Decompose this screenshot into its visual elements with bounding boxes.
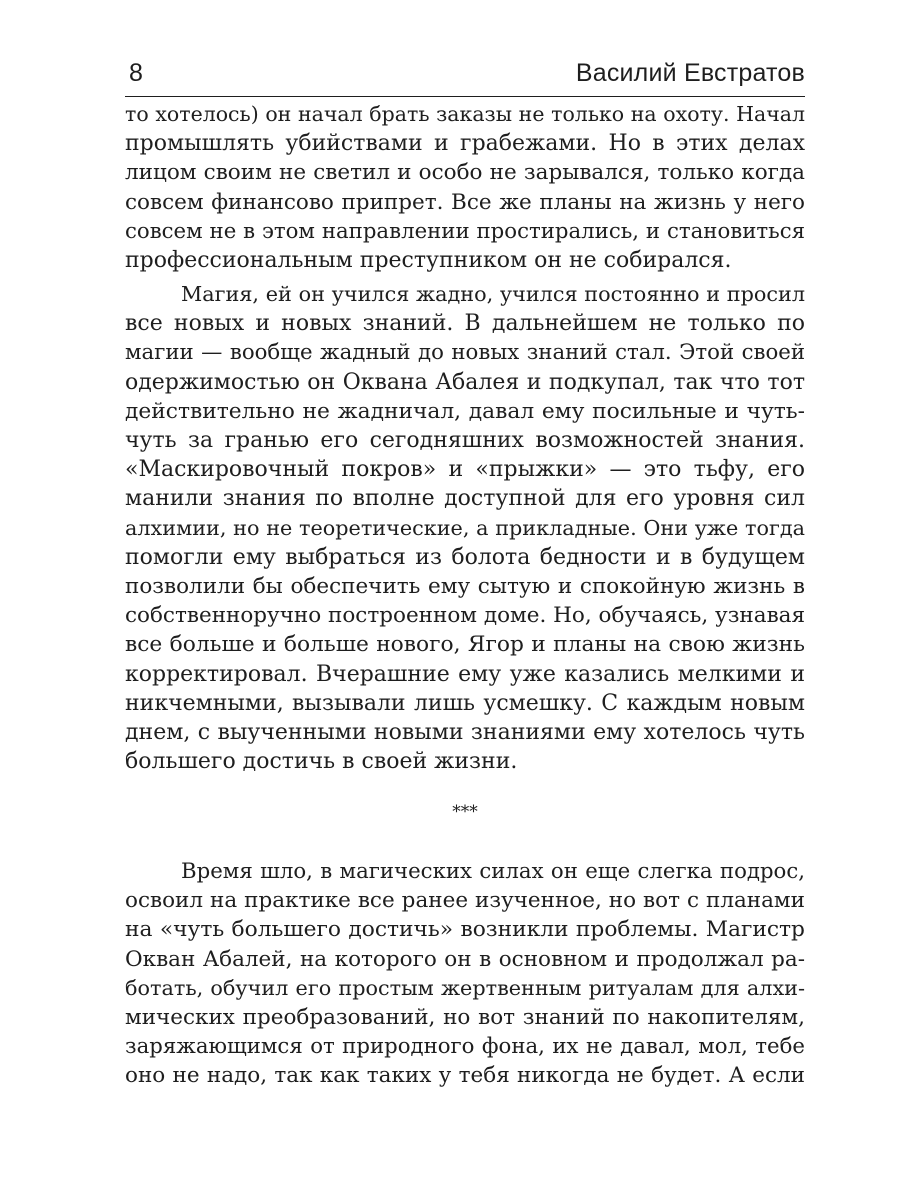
text-line: большего достичь в своей жизни. — [125, 749, 518, 775]
text-line: позволили бы обеспечить ему сытую и спокойную жизнь в — [125, 574, 805, 600]
text-line: оно не надо, так как таких у тебя никогда не будет. А если — [125, 1063, 805, 1089]
text-line: промышлять убийствами и грабежами. Но в этих делах — [125, 131, 805, 157]
text-line: алхимии, но не теоретические, а прикладные. Они уже тогда — [125, 515, 805, 540]
text-line: заряжающимся от природного фона, их не давал, мол, тебе — [125, 1034, 805, 1060]
running-head — [125, 56, 805, 97]
text-line: одержимостью он Оквана Абалея и подкупал, так что тот — [125, 369, 805, 395]
paragraph-2 — [125, 280, 805, 776]
text-line: совсем не в этом направлении простирались, и становиться — [125, 218, 805, 244]
text-line: никчемными, вызывали лишь усмешку. С каждым новым — [125, 690, 805, 716]
text-line: Окван Абалей, на которого он в основном и продолжал ра- — [125, 946, 805, 972]
text-line: собственноручно построенном доме. Но, обучаясь, узнавая — [125, 603, 806, 629]
text-line: мических преобразований, но вот знаний по накопителям, — [125, 1005, 805, 1031]
text-line: днем, с выученными новыми знаниями ему хотелось чуть — [125, 720, 805, 746]
text-line: чуть за гранью его сегодняшних возможностей знания. — [125, 428, 805, 454]
text-line: корректировал. Вчерашние ему уже казались мелкими и — [125, 661, 805, 687]
text-line: то хотелось) он начал брать заказы не только на охоту. Начал — [125, 102, 805, 126]
text-line: профессиональным преступником он не собирался. — [125, 248, 732, 274]
running-head-author: Василий Евстратов — [575, 59, 805, 87]
text-line: Время шло, в магических силах он еще слегка подрос, — [181, 859, 805, 884]
text-line: совсем финансово припрет. Все же планы на жизнь у него — [125, 189, 805, 215]
text-line: «Маскировочный покров» и «прыжки» — это тьфу, его — [125, 457, 805, 483]
text-line: освоил на практике все ранее изученное, но вот с планами — [125, 888, 805, 914]
text-line: ботать, обучил его простым жертвенным ритуалам для алхи- — [125, 975, 805, 1000]
section-separator: *** — [452, 802, 478, 822]
text-line: все больше и больше нового, Ягор и планы на свою жизнь — [125, 632, 805, 658]
text-line: на «чуть большего достичь» возникли проблемы. Магистр — [125, 917, 805, 943]
text-line: манили знания по вполне доступной для его уровня сил — [125, 486, 805, 512]
paragraph-3 — [125, 857, 805, 1091]
text-line: помогли ему выбраться из болота бедности и в будущем — [125, 544, 805, 570]
text-line: действительно не жадничал, давал ему посильные и чуть- — [125, 398, 805, 424]
text-line: Магия, ей он учился жадно, учился постоянно и просил — [181, 282, 805, 306]
text-line: лицом своим не светил и особо не зарывался, только когда — [125, 160, 805, 186]
page-number: 8 — [129, 59, 143, 87]
paragraph-1 — [125, 100, 805, 275]
text-line: все новых и новых знаний. В дальнейшем не только по — [125, 311, 805, 337]
text-line: магии — вообще жадный до новых знаний стал. Этой своей — [125, 340, 805, 366]
